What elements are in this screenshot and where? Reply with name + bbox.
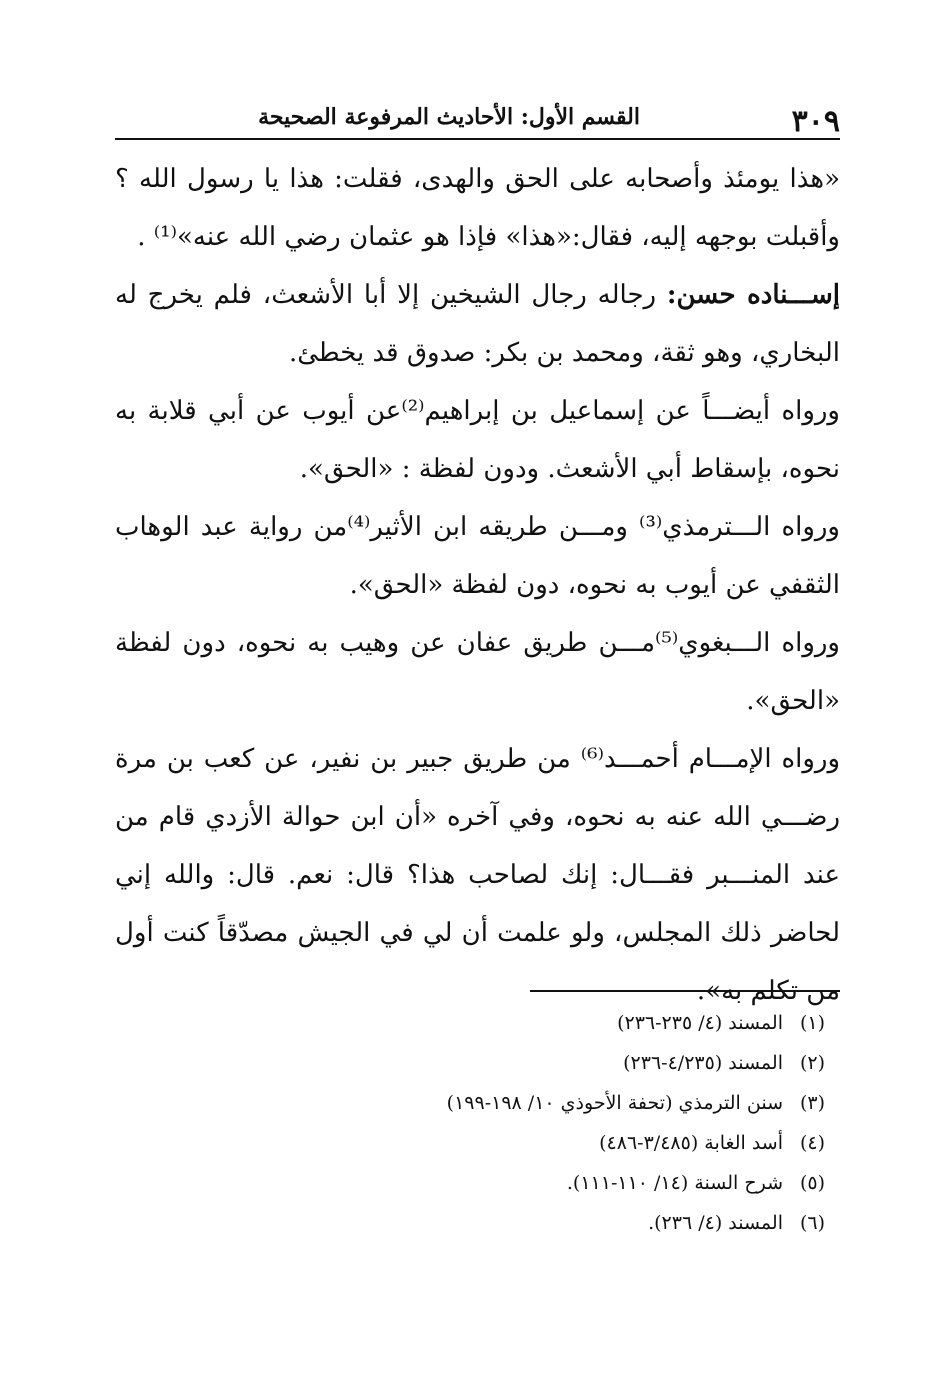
paragraph [115, 150, 840, 266]
paragraph-text: ورواه الإمـــام أحمـــد⁽⁶⁾ من طريق جبير بن نفير، عن كعب بن مرة رضـــي الله عنه به نحوه، وفي آخره «أن ابن حوالة الأزدي قام من عند المنـــبر فقـــال: إنك لصاحب هذا؟ قال: نعم. قال: والله إني لحاضر ذلك المجلس، ولو علمت أن لي في الجيش مصدّقاً كنت أول من تكلم به». [115, 744, 840, 1006]
footnote [115, 1043, 825, 1083]
main-text [115, 150, 840, 1020]
page-number: ٣٠٩ [791, 104, 840, 139]
footnote [115, 1123, 825, 1163]
page-header [115, 96, 840, 139]
footnote [115, 1163, 825, 1203]
paragraph [115, 614, 840, 730]
paragraph [115, 730, 840, 1020]
footnote-text: شرح السنة (١٤/ ١١٠-١١١). [566, 1172, 783, 1194]
paragraph [115, 382, 840, 498]
paragraph-text: رجاله رجال الشيخين إلا أبا الأشعث، فلم يخرج له البخاري، وهو ثقة، ومحمد بن بكر: صدوق قد يخطئ. [115, 280, 840, 368]
footnote-separator [530, 990, 840, 992]
footnote-text: المسند (٤/٢٣٥-٢٣٦) [623, 1052, 783, 1074]
running-title: القسم الأول: الأحاديث المرفوعة الصحيحة [258, 104, 640, 130]
footnote-number: (٥) [799, 1172, 825, 1194]
paragraph-text: ورواه الـــبغوي⁽⁵⁾مـــن طريق عفان عن وهيب به نحوه، دون لفظة «الحق». [115, 628, 840, 716]
footnote-text: المسند (٤/ ٢٣٥-٢٣٦) [617, 1012, 783, 1034]
footnote-number: (٦) [799, 1212, 825, 1234]
footnotes [115, 1003, 825, 1243]
header-rule [115, 138, 840, 140]
paragraph [115, 498, 840, 614]
paragraph-text: ورواه الـــترمذي⁽³⁾ ومـــن طريقه ابن الأثير⁽⁴⁾من رواية عبد الوهاب الثقفي عن أيوب به نحوه، دون لفظة «الحق». [115, 512, 840, 600]
paragraph-text: ورواه أيضـــاً عن إسماعيل بن إبراهيم⁽²⁾عن أيوب عن أبي قلابة به نحوه، بإسقاط أبي الأشعث. ودون لفظة : «الحق». [115, 396, 840, 484]
footnote-number: (٤) [799, 1132, 825, 1154]
footnote-number: (٣) [799, 1092, 825, 1114]
footnote [115, 1083, 825, 1123]
footnote-text: المسند (٤/ ٢٣٦). [648, 1212, 783, 1234]
footnote [115, 1003, 825, 1043]
footnote-number: (١) [799, 1012, 825, 1034]
isnad-ruling: إســـناده حسن: [666, 280, 840, 310]
paragraph [115, 266, 840, 382]
footnote [115, 1203, 825, 1243]
footnote-text: أسد الغابة (٣/٤٨٥-٤٨٦) [599, 1132, 783, 1154]
paragraph-text: «هذا يومئذ وأصحابه على الحق والهدى، فقلت: هذا يا رسول الله ؟ وأقبلت بوجهه إليه، فقال:«هذا» فإذا هو عثمان رضي الله عنه»⁽¹⁾ . [115, 164, 840, 252]
footnote-number: (٢) [799, 1052, 825, 1074]
footnote-text: سنن الترمذي (تحفة الأحوذي ١٠/ ١٩٨-١٩٩) [446, 1092, 783, 1114]
